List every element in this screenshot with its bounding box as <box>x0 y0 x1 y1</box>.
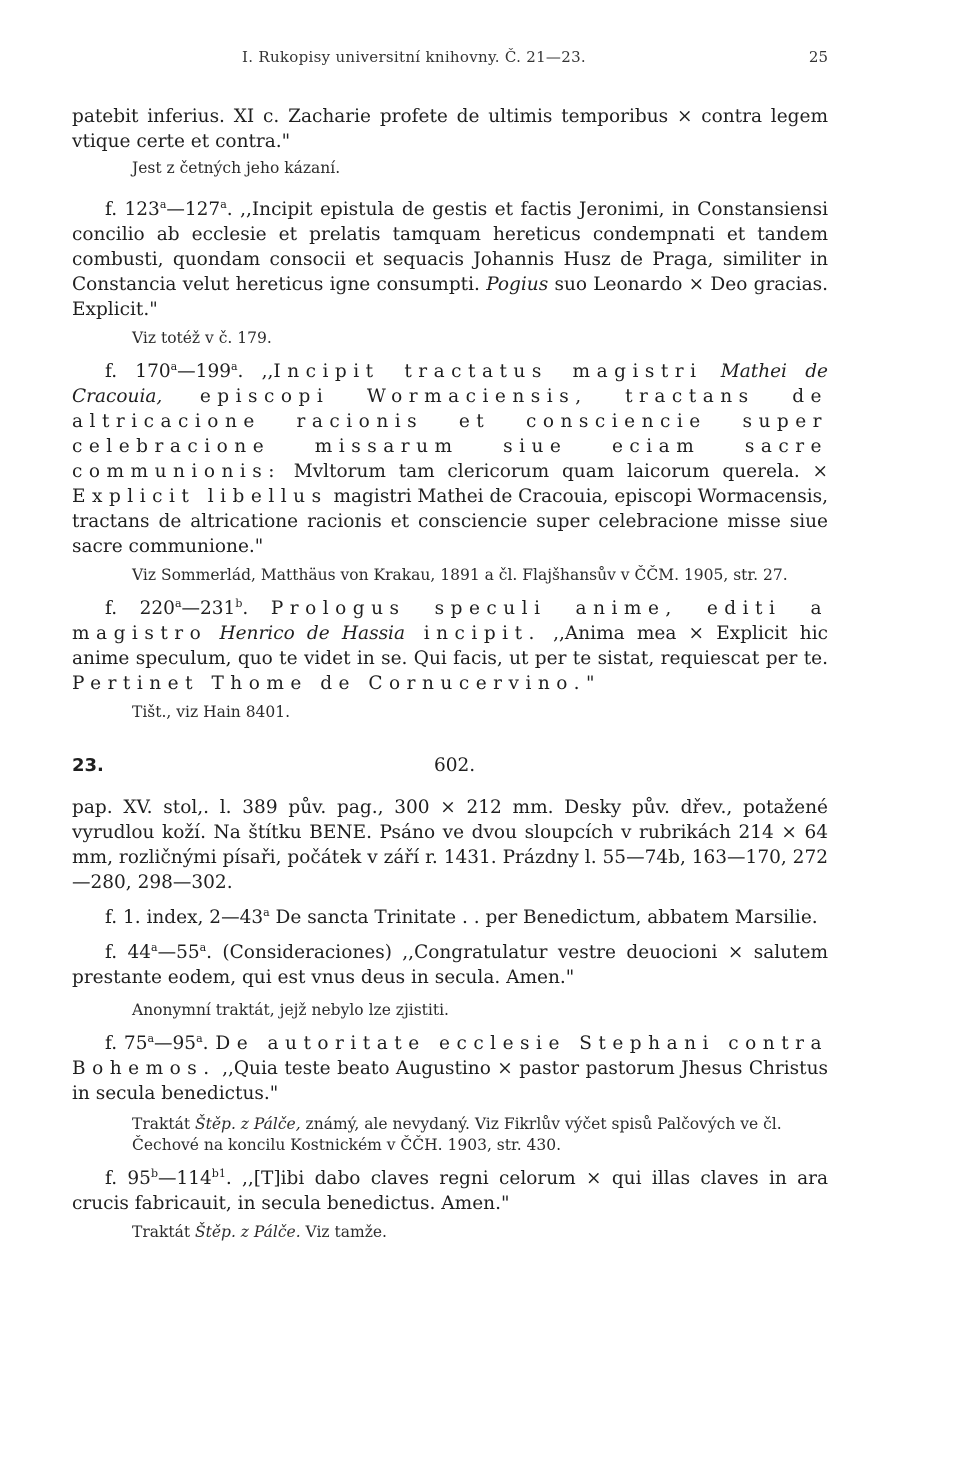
entry-23-item-2-note: Anonymní traktát, jejž nebylo lze zjistiti. <box>132 1001 449 1019</box>
continuation-note: Jest z četných jeho kázaní. <box>132 159 341 177</box>
entry-23-item-4-note: Traktát Štěp. z Pálče. Viz tamže. <box>132 1223 387 1241</box>
page-number: 25 <box>808 48 828 66</box>
entry-23-item-3-note: Traktát Štěp. z Pálče, známý, ale nevydaný. Viz Fikrlův výčet spisů Palčových ve čl. Čechové na koncilu Kostnickém v ČČH. 1903, str. 430. <box>132 1115 782 1154</box>
page <box>72 40 828 1243</box>
item-170-note: Viz Sommerlád, Matthäus von Krakau, 1891 a čl. Flajšhansův v ČČM. 1905, str. 27. <box>132 566 788 584</box>
running-header <box>72 40 828 70</box>
entry-23-item-1: f. 1. index, 2—43$^a$ De sancta Trinitate . . per Benedictum, abbatem Marsilie. <box>105 905 818 928</box>
item-123-paragraph: f. 123$^a$—127$^a$. ,,Incipit epistula de gestis et factis Jeronimi, in Constansiensi concilio ab ecclesie et prelatis tamquam hereticus condempnati et tandem combusti, quondam consocii et sequacis Johannis Husz de Praga, similiter in Constancia velut hereticus igne consumpti. Pogius suo Leonardo × Deo gracias. Explicit." <box>72 197 829 320</box>
entry-signature: 602. <box>434 755 476 776</box>
entry-23-item-2: f. 44$^a$—55$^a$. (Consideraciones) ,,Congratulatur vestre deuocioni × salutem prestante eodem, qui est vnus deus in secula. Amen." <box>72 940 828 988</box>
entry-23-item-4: f. $95^b—114^{b1}$. ,,[T]ibi dabo claves regni celorum × qui illas claves in ara crucis fabricauit, in secula benedictus. Amen." <box>72 1166 828 1214</box>
entry-23-description: pap. XV. stol,. l. 389 pův. pag., 300 × 212 mm. Desky pův. dřev., potažené vyrudlou koží. Na štítku BENE. Psáno ve dvou sloupcích v rubrikách 214 × 64 mm, rozličnými písaři, počátek v září r. 1431. Prázdny l. 55—74b, 163—170, 272—280, 298—302. <box>72 797 828 893</box>
item-220-note: Tišt., viz Hain 8401. <box>132 703 291 721</box>
item-220-paragraph: f. 220$^a$—231$^b$. Prologus speculi anime, editi a magistro Henrico de Hassia incipit. ,,Anima mea × Explicit hic anime speculum, quo te videt in se. Qui facis, ut per te sistat, requiescat per te. Pertinet Thome de Cornucervino." <box>72 596 828 694</box>
item-123-note: Viz totéž v č. 179. <box>132 329 272 347</box>
item-170-paragraph: f. 170$^a$—199$^a$. ,,Incipit tractatus magistri Mathei de Cracouia, episcopi Wormaciensis, tractans de altricacione racionis et consciencie super celebracione missarum siue eciam sacre communionis: Mvltorum tam clericorum quam laicorum querela. × Explicit libellus magistri Mathei de Cracouia, episcopi Wormacensis, tractans de altricatione racionis et consciencie super celebracione misse siue sacre communione." <box>72 359 828 557</box>
entry-number: 23. <box>72 755 104 776</box>
entry-23-header <box>72 755 828 781</box>
continuation-paragraph: patebit inferius. XI c. Zacharie profete de ultimis temporibus × contra legem vtique certe et contra." <box>72 106 828 152</box>
entry-23-item-3: f. 75$^a$—95$^a$. De autoritate ecclesie Stephani contra Bohemos. ,,Quia teste beato Augustino × pastor pastorum Jhesus Christus in secula benedictus." <box>72 1031 829 1104</box>
running-title: I. Rukopisy universitní knihovny. Č. 21—23. <box>242 48 586 66</box>
